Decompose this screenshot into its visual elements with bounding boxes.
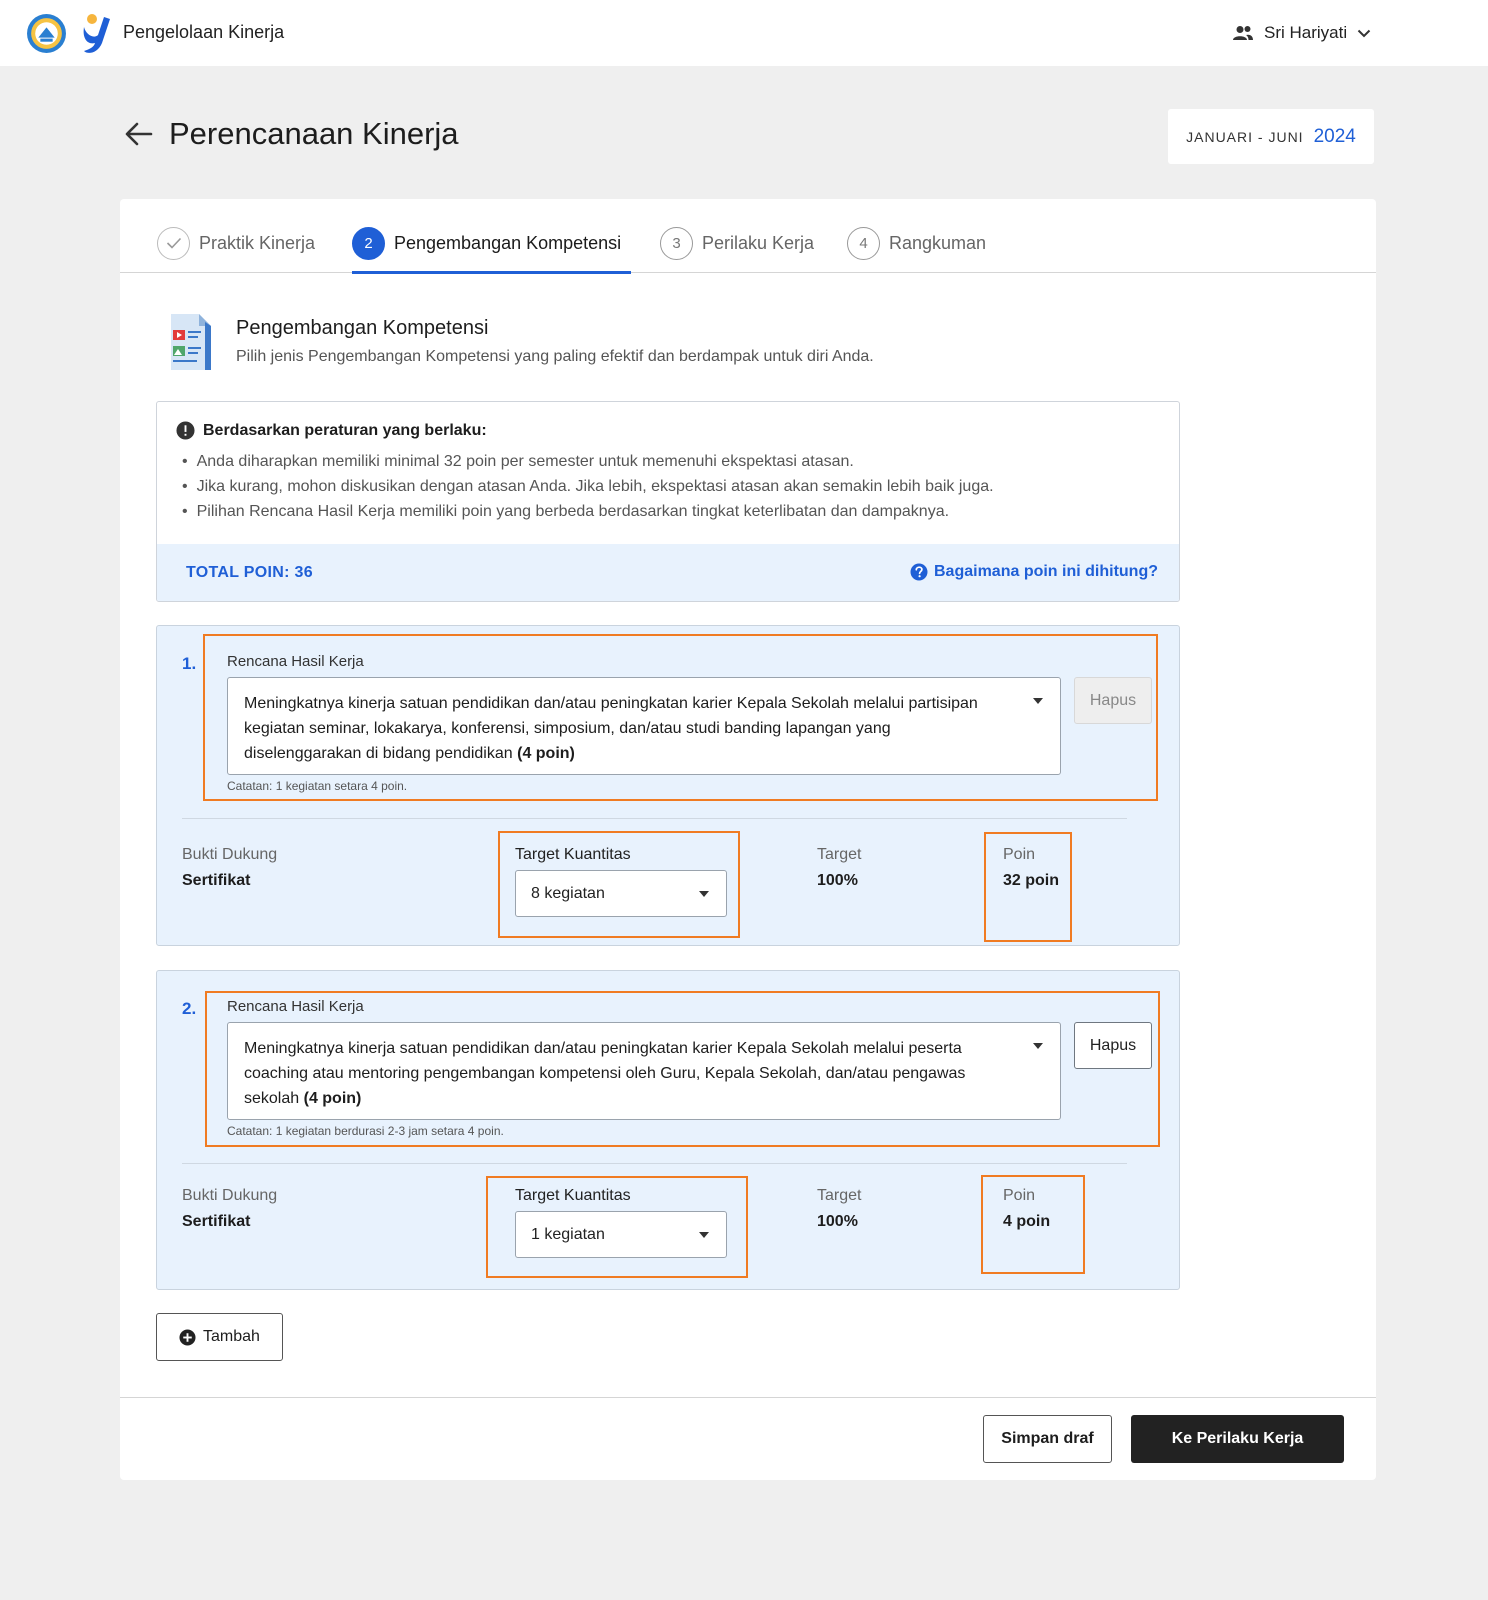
footer-divider [120, 1397, 1376, 1398]
step-number: 3 [660, 227, 693, 260]
info-bullet: • Pilihan Rencana Hasil Kerja memiliki poin yang berbeda berdasarkan tingkat keterlibatan dan dampaknya. [182, 499, 994, 524]
qty-label: Target Kuantitas [515, 846, 631, 863]
save-draft-button[interactable]: Simpan draf [983, 1415, 1112, 1463]
rhk-select-value: Meningkatnya kinerja satuan pendidikan dan/atau peningkatan karier Kepala Sekolah melalui peserta coaching atau mentoring pengembangan kompetensi oleh Guru, Kepala Sekolah, dan/atau pengawas sekolah [244, 1040, 966, 1107]
target-label: Target [817, 1187, 862, 1204]
poin-value: 4 poin [1003, 1213, 1051, 1230]
tab-label: Perilaku Kerja [702, 232, 815, 253]
bukti-label: Bukti Dukung [182, 1187, 278, 1204]
rhk-note: Catatan: 1 kegiatan berdurasi 2-3 jam setara 4 poin. [227, 1124, 504, 1138]
highlight-box [205, 991, 1160, 1147]
tab-label: Rangkuman [889, 232, 987, 253]
points-help-link[interactable] [910, 563, 1158, 581]
info-bullet: • Anda diharapkan memiliki minimal 32 poin per semester untuk memenuhi ekspektasi atasan. [182, 449, 994, 474]
users-icon [1232, 25, 1254, 41]
item-divider [182, 1163, 1127, 1164]
hapus-button[interactable]: Hapus [1074, 677, 1152, 724]
item-number: 2. [182, 999, 197, 1018]
period-badge [1168, 109, 1374, 164]
info-heading-text: Berdasarkan peraturan yang berlaku: [203, 421, 487, 439]
tab-rangkuman[interactable] [847, 226, 986, 260]
poin-label: Poin [1003, 1187, 1036, 1204]
poin-label: Poin [1003, 846, 1036, 863]
qty-select-value: 8 kegiatan [531, 884, 605, 902]
regulation-info-box [156, 401, 1180, 602]
app-title: Pengelolaan Kinerja [123, 22, 285, 42]
main-card [120, 199, 1376, 1480]
points-summary-bar [157, 544, 1179, 602]
tab-perilaku-kerja[interactable] [660, 226, 814, 260]
item-divider [182, 818, 1127, 819]
points-help-text: Bagaimana poin ini dihitung? [934, 563, 1158, 580]
highlight-box [203, 634, 1158, 801]
bukti-value: Sertifikat [182, 1213, 251, 1230]
chevron-down-icon [1357, 29, 1371, 38]
rhk-item [156, 970, 1180, 1290]
user-name: Sri Hariyati [1264, 23, 1348, 42]
step-number: 4 [847, 227, 880, 260]
total-points: TOTAL POIN: 36 [186, 564, 313, 581]
plus-circle-icon [179, 1329, 196, 1346]
info-bullet: • Jika kurang, mohon diskusikan dengan atasan Anda. Jika lebih, ekspektasi atasan akan semakin lebih baik juga. [182, 474, 994, 499]
bukti-value: Sertifikat [182, 872, 251, 889]
rhk-select-value: Meningkatnya kinerja satuan pendidikan dan/atau peningkatan karier Kepala Sekolah melalui partisipan kegiatan seminar, lokakarya, konferensi, simposium, dan/atau studi banding lapangan yang diselenggarakan di bidang pendidikan [244, 695, 978, 762]
check-icon [157, 227, 190, 260]
tabs-divider [120, 272, 1376, 273]
qty-label: Target Kuantitas [515, 1187, 631, 1204]
rhk-points: (4 poin) [303, 1090, 362, 1107]
rhk-item [156, 625, 1180, 946]
qty-select-value: 1 kegiatan [531, 1225, 605, 1243]
section-title: Pengembangan Kompetensi [236, 317, 489, 339]
tab-pengembangan-kompetensi[interactable] [352, 226, 621, 260]
alert-icon [176, 421, 195, 440]
info-heading [176, 421, 487, 440]
target-label: Target [817, 846, 862, 863]
bukti-label: Bukti Dukung [182, 846, 278, 863]
document-media-icon [167, 312, 215, 374]
hapus-button[interactable]: Hapus [1074, 1022, 1152, 1069]
highlight-box [984, 832, 1072, 942]
page-title: Perencanaan Kinerja [169, 116, 459, 151]
rhk-label: Rencana Hasil Kerja [227, 653, 364, 670]
back-arrow-icon[interactable] [123, 118, 155, 150]
kemendikbud-logo-icon [26, 13, 67, 54]
step-number: 2 [352, 227, 385, 260]
highlight-box [498, 831, 740, 938]
tab-label: Pengembangan Kompetensi [394, 232, 622, 253]
merdeka-logo-icon [80, 13, 112, 55]
help-icon [910, 563, 928, 581]
active-tab-indicator [352, 271, 631, 274]
target-value: 100% [817, 1213, 858, 1230]
section-subtitle: Pilih jenis Pengembangan Kompetensi yang paling efektif dan berdampak untuk diri Anda. [236, 348, 874, 365]
item-number: 1. [182, 654, 197, 673]
rhk-points: (4 poin) [517, 745, 575, 762]
tab-label: Praktik Kinerja [199, 232, 316, 253]
top-bar [0, 0, 1488, 66]
rhk-label: Rencana Hasil Kerja [227, 998, 364, 1015]
poin-value: 32 poin [1003, 872, 1060, 889]
info-bullets [182, 449, 994, 524]
period-year: 2024 [1313, 125, 1356, 147]
tambah-label: Tambah [203, 1328, 260, 1345]
rhk-note: Catatan: 1 kegiatan setara 4 poin. [227, 779, 408, 793]
next-step-button[interactable]: Ke Perilaku Kerja [1131, 1415, 1344, 1463]
user-menu[interactable] [1232, 19, 1371, 47]
highlight-box [981, 1175, 1085, 1274]
tab-praktik-kinerja[interactable] [157, 226, 315, 260]
tambah-button[interactable] [156, 1313, 283, 1361]
highlight-box [486, 1176, 748, 1278]
period-label: JANUARI - JUNI [1186, 128, 1304, 145]
target-value: 100% [817, 872, 858, 889]
